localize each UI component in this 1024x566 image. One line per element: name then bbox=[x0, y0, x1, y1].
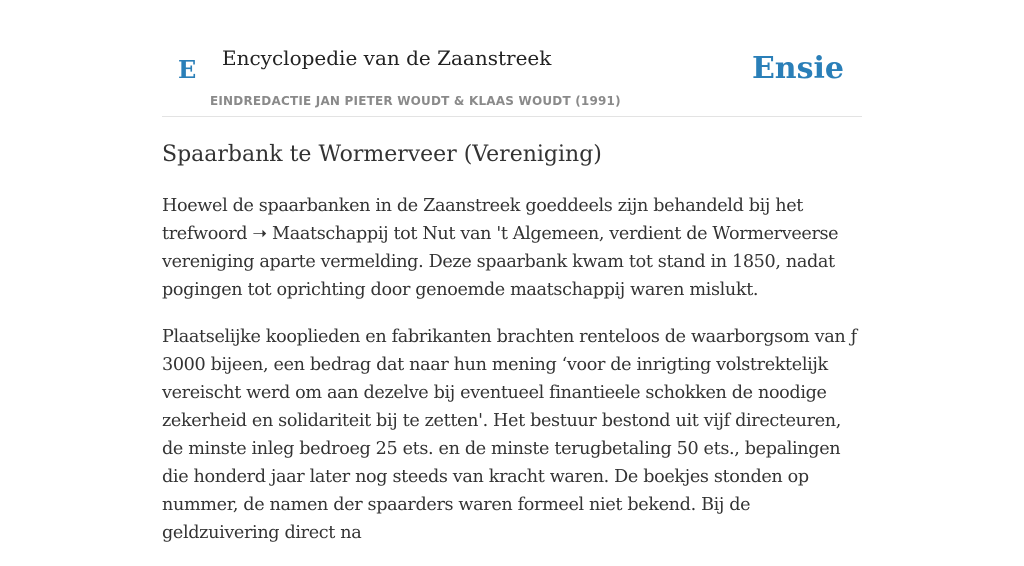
paragraph-2: Plaatselijke kooplieden en fabrikanten brachten renteloos de waarborgsom van ƒ 3000 bijeen, een bedrag dat naar hun mening ‘voor de inrigting volstrektelijk vereischt werd om aan dezelve bij eventueel finantieele schokken de noodige zekerheid en solidariteit bij te zetten'. Het bestuur bestond uit vijf directeuren, de minste inleg bedroeg 25 ets. en de minste terugbetaling 50 ets., bepalingen die honderd jaar later nog steeds van kracht waren. De boekjes stonden op nummer, de namen der spaarders waren formeel niet bekend. Bij de geldzuivering direct na bbox=[162, 327, 857, 543]
brand-logo[interactable]: Ensie bbox=[751, 51, 844, 86]
editors-subtitle: EINDREDACTIE JAN PIETER WOUDT & KLAAS WOUDT (1991) bbox=[210, 94, 621, 108]
article-title: Spaarbank te Wormerveer (Vereniging) bbox=[162, 142, 602, 167]
paragraph-1: Hoewel de spaarbanken in de Zaanstreek goeddeels zijn behandeld bij het trefwoord ➝ Maatschappij tot Nut van 't Algemeen, verdient de Wormerveerse vereniging aparte vermelding. Deze spaarbank kwam tot stand in 1850, nadat pogingen tot oprichting door genoemde maatschappij waren mislukt. bbox=[162, 196, 839, 300]
site-header bbox=[162, 0, 862, 117]
site-title[interactable]: Encyclopedie van de Zaanstreek bbox=[222, 46, 552, 70]
site-logo[interactable]: E bbox=[178, 55, 197, 84]
article-body bbox=[162, 192, 862, 566]
